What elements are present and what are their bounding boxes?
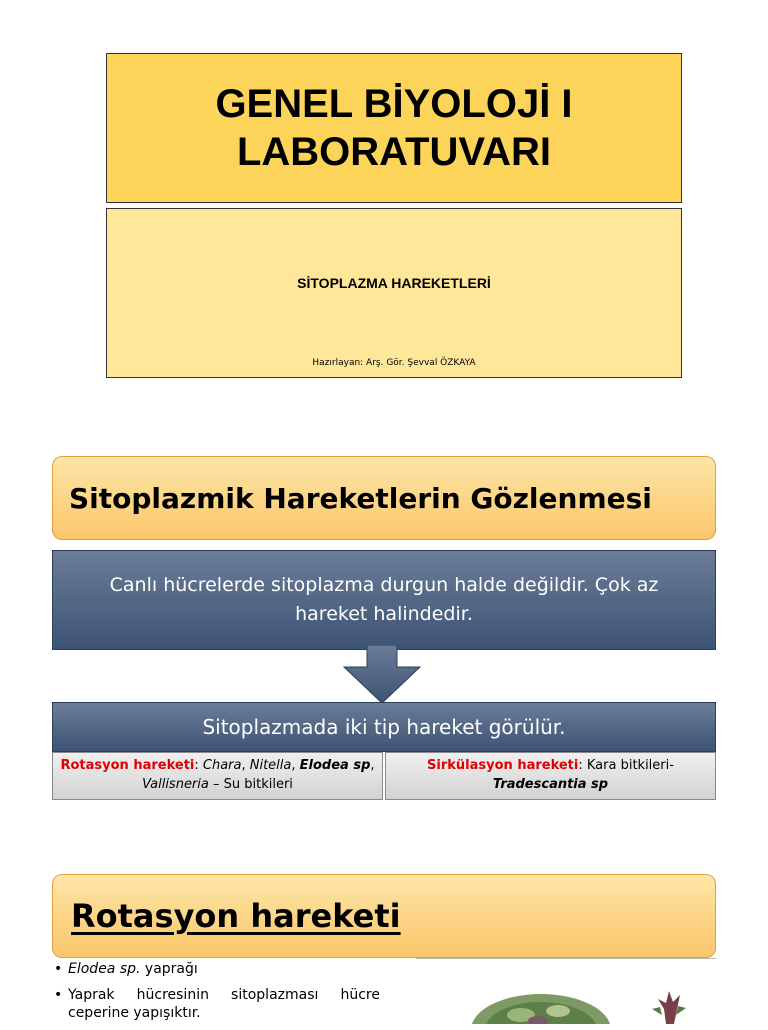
species-nitella: Nitella [249, 758, 292, 773]
subtitle: SİTOPLAZMA HAREKETLERİ [297, 275, 491, 291]
title-line-2: LABORATUVARI [236, 130, 552, 174]
slide3-header [52, 874, 716, 958]
rotation-cell: Rotasyon hareketi: Chara, Nitella, Elodea sp, Vallisneria – Su bitkileri [52, 752, 383, 800]
bullet-item: • Elodea sp. yaprağı [52, 960, 380, 978]
author-credit: Hazırlayan: Arş. Gör. Şevval ÖZKAYA [312, 358, 476, 368]
slide3-header-text: Rotasyon hareketi [71, 897, 401, 935]
species-elodea: Elodea sp [299, 758, 371, 773]
circulation-cell: Sirkülasyon hareketi: Kara bitkileri- Tradescantia sp [385, 752, 716, 800]
slide2-header-text: Sitoplazmik Hareketlerin Gözlenmesi [69, 481, 652, 515]
title-line-1: GENEL BİYOLOJİ I [215, 82, 573, 126]
species-tradescantia: Tradescantia sp [492, 777, 609, 792]
divider [416, 958, 716, 959]
types-box: Sitoplazmada iki tip hareket görülür. [52, 702, 716, 752]
title-box [106, 53, 682, 203]
bullet-item: • Yaprak hücresinin sitoplazması hücre ceperine yapışıktır. [52, 986, 380, 1022]
down-arrow-icon [340, 645, 424, 705]
rotation-label: Rotasyon hareketi [60, 758, 195, 773]
subtitle-box [106, 208, 682, 378]
statement-box: Canlı hücrelerde sitoplazma durgun halde değildir. Çok az hareket halindedir. [52, 550, 716, 650]
slide2-header [52, 456, 716, 540]
plant-photo [466, 985, 716, 1024]
bullet-list [52, 960, 380, 1030]
species-vallisneria: Vallisneria [142, 777, 209, 792]
circulation-label: Sirkülasyon hareketi [427, 758, 579, 773]
species-chara: Chara [202, 758, 242, 773]
